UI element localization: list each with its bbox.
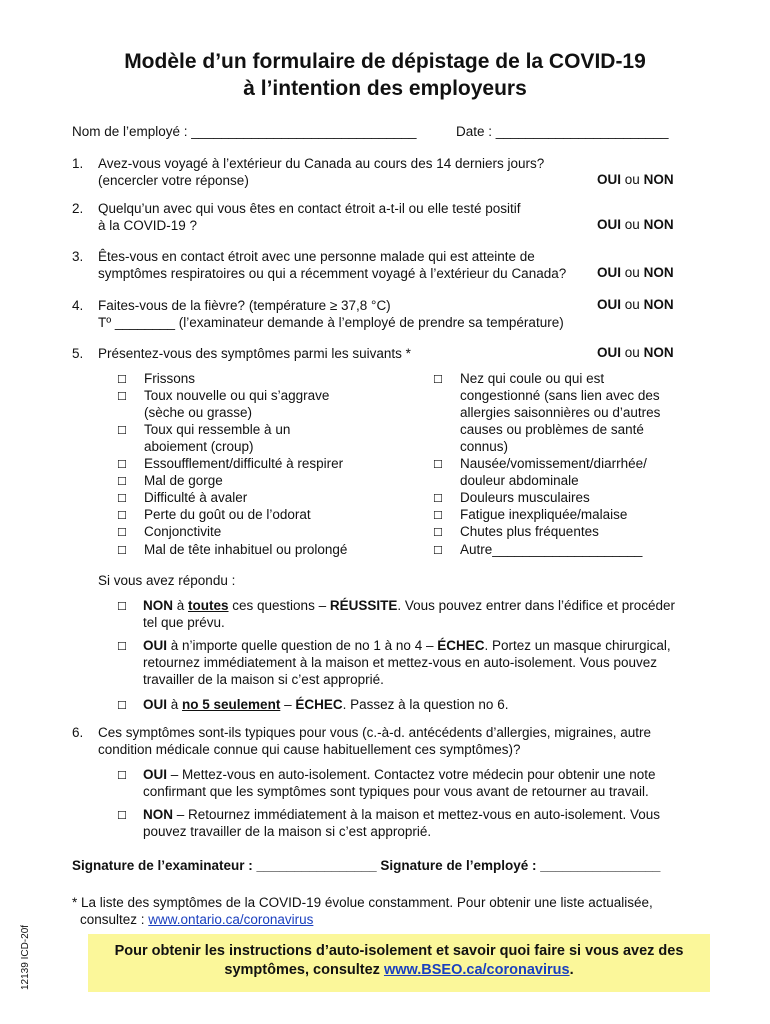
result-fail-text: . Portez un masque chirurgical, [484, 638, 671, 653]
q2-text: Quelqu’un avec qui vous êtes en contact étroit a-t-il ou elle testé positif [98, 201, 521, 216]
checkbox-icon[interactable]: ☐ [433, 526, 443, 539]
q6-oui-text: – Mettez-vous en auto-isolement. Contactez votre médecin pour obtenir une note [167, 767, 656, 782]
q6-non-option [143, 806, 660, 823]
q6-oui-line-2: confirmant que les symptômes sont typiques pour vous avant de retourner au travail. [143, 784, 649, 799]
non-label: NON [643, 217, 674, 232]
q1-answer[interactable] [597, 172, 674, 187]
q5-text: Présentez-vous des symptômes parmi les suivants * [98, 346, 411, 361]
checkbox-icon[interactable]: ☐ [117, 526, 127, 539]
non-label: NON [643, 172, 674, 187]
q1-text-2: (encercler votre réponse) [98, 173, 249, 188]
checkbox-icon[interactable]: ☐ [117, 424, 127, 437]
result-fail-keyword: OUI [143, 638, 168, 653]
info-banner [88, 934, 710, 992]
oui-label: OUI [597, 345, 622, 360]
checkbox-icon[interactable]: ☐ [117, 769, 127, 782]
checkbox-icon[interactable]: ☐ [117, 640, 127, 653]
symptom-item: Perte du goût ou de l’odorat [144, 507, 311, 522]
ou-label: ou [624, 265, 640, 280]
title-line-2: à l’intention des employeurs [243, 77, 527, 100]
symptom-item: Douleurs musculaires [460, 490, 590, 505]
non-label: NON [643, 297, 674, 312]
symptom-item: Nausée/vomissement/diarrhée/ [460, 456, 647, 471]
checkbox-icon[interactable]: ☐ [117, 390, 127, 403]
title-line-1: Modèle d’un formulaire de dépistage de la COVID-19 [124, 50, 646, 73]
q5-answer[interactable] [597, 345, 674, 360]
symptom-item: Chutes plus fréquentes [460, 524, 599, 539]
result-pass-line-2: tel que prévu. [143, 615, 225, 630]
symptom-item-cont: (sèche ou grasse) [144, 405, 253, 420]
result-pass-text: ces questions – [228, 598, 330, 613]
result-q5-keyword: OUI [143, 697, 168, 712]
result-fail-status: ÉCHEC [437, 638, 485, 653]
symptom-item: Frissons [144, 371, 196, 386]
result-pass-keyword: NON [143, 598, 173, 613]
q3-text-2: symptômes respiratoires ou qui a récemment voyagé à l’extérieur du Canada? [98, 266, 567, 281]
checkbox-icon[interactable]: ☐ [433, 492, 443, 505]
bseo-link[interactable]: www.BSEO.ca/coronavirus [383, 962, 570, 978]
checkbox-icon[interactable]: ☐ [117, 373, 127, 386]
symptom-item-cont: douleur abdominale [460, 473, 579, 488]
banner-suffix: . [569, 962, 574, 978]
banner-prefix: symptômes, consultez [224, 962, 384, 978]
symptom-item-cont: congestionné (sans lien avec des [460, 388, 660, 403]
result-pass-status: RÉUSSITE [329, 598, 398, 613]
result-fail [143, 637, 671, 654]
ou-label: ou [624, 172, 640, 187]
checkbox-icon[interactable]: ☐ [117, 458, 127, 471]
oui-label: OUI [597, 172, 622, 187]
symptom-item-cont: connus) [460, 439, 509, 454]
q3-answer[interactable] [597, 265, 674, 280]
result-pass-underlined: toutes [188, 598, 229, 613]
result-q5-underlined: no 5 seulement [182, 697, 281, 712]
banner-line-1: Pour obtenir les instructions d’auto-isolement et savoir quoi faire si vous avez des [114, 943, 684, 959]
footnote-line-2 [80, 911, 313, 928]
page-title [0, 48, 770, 102]
date-field[interactable]: Date : _______________________ [456, 124, 669, 139]
footnote-prefix: consultez : [80, 912, 149, 927]
checkbox-icon[interactable]: ☐ [117, 544, 127, 557]
ou-label: ou [624, 297, 640, 312]
q3-number: 3. [72, 249, 84, 264]
q6-number: 6. [72, 725, 84, 740]
oui-label: OUI [597, 217, 622, 232]
symptom-item: Autre____________________ [460, 542, 643, 557]
result-pass [143, 597, 675, 614]
employee-name-field[interactable]: Nom de l’employé : ______________________________ [72, 124, 417, 139]
symptom-item: Mal de tête inhabituel ou prolongé [144, 542, 348, 557]
q6-non-keyword: NON [143, 807, 173, 822]
q3-text: Êtes-vous en contact étroit avec une personne malade qui est atteinte de [98, 249, 535, 264]
q6-non-line-2: pouvez travailler de la maison si c’est approprié. [143, 824, 432, 839]
q2-number: 2. [72, 201, 84, 216]
result-fail-text: à n’importe quelle question de no 1 à no 4 – [167, 638, 438, 653]
ontario-link[interactable]: www.ontario.ca/coronavirus [148, 912, 314, 927]
result-q5-status: ÉCHEC [295, 697, 343, 712]
q4-number: 4. [72, 298, 84, 313]
symptom-item: Conjonctivite [144, 524, 222, 539]
q6-text-2: condition médicale connue qui cause habituellement ces symptômes)? [98, 742, 521, 757]
symptom-item: Fatigue inexpliquée/malaise [460, 507, 628, 522]
result-q5-text: à [167, 697, 183, 712]
result-q5-text: – [280, 697, 296, 712]
symptom-item: Essoufflement/difficulté à respirer [144, 456, 344, 471]
checkbox-icon[interactable]: ☐ [117, 600, 127, 613]
symptom-item: Nez qui coule ou qui est [460, 371, 605, 386]
symptom-item: Toux qui ressemble à un [144, 422, 291, 437]
q6-oui-keyword: OUI [143, 767, 168, 782]
checkbox-icon[interactable]: ☐ [117, 509, 127, 522]
q6-non-text: – Retournez immédiatement à la maison et mettez-vous en auto-isolement. Vous [173, 807, 660, 822]
banner-line-2 [88, 961, 710, 980]
result-q5-only [143, 696, 508, 713]
q2-answer[interactable] [597, 217, 674, 232]
checkbox-icon[interactable]: ☐ [433, 373, 443, 386]
symptom-item: Difficulté à avaler [144, 490, 248, 505]
q5-number: 5. [72, 346, 84, 361]
oui-label: OUI [597, 297, 622, 312]
symptom-item: Mal de gorge [144, 473, 223, 488]
result-pass-text: . Vous pouvez entrer dans l’édifice et procéder [397, 598, 676, 613]
non-label: NON [643, 345, 674, 360]
symptom-item-cont: aboiement (croup) [144, 439, 254, 454]
q2-text-2: à la COVID-19 ? [98, 218, 198, 233]
ou-label: ou [624, 217, 640, 232]
checkbox-icon[interactable]: ☐ [433, 458, 443, 471]
result-q5-text: . Passez à la question no 6. [342, 697, 509, 712]
checkbox-icon[interactable]: ☐ [117, 699, 127, 712]
symptom-item-cont: causes ou problèmes de santé [460, 422, 644, 437]
symptom-item: Toux nouvelle ou qui s’aggrave [144, 388, 330, 403]
result-pass-text: à [173, 598, 189, 613]
q4-text-2: Tº ________ (l’examinateur demande à l’employé de prendre sa température) [98, 315, 564, 330]
oui-label: OUI [597, 265, 622, 280]
q1-number: 1. [72, 156, 84, 171]
q6-text: Ces symptômes sont-ils typiques pour vous (c.-à-d. antécédents d’allergies, migraines, autre [98, 725, 651, 740]
checkbox-icon[interactable]: ☐ [117, 475, 127, 488]
checkbox-icon[interactable]: ☐ [117, 492, 127, 505]
checkbox-icon[interactable]: ☐ [433, 544, 443, 557]
q6-oui-option [143, 766, 656, 783]
q4-text: Faites-vous de la fièvre? (température ≥ 37,8 °C) [98, 298, 391, 313]
checkbox-icon[interactable]: ☐ [433, 509, 443, 522]
q4-answer[interactable] [597, 297, 674, 312]
q1-text: Avez-vous voyagé à l’extérieur du Canada au cours des 14 derniers jours? [98, 156, 545, 171]
result-fail-line-2: retournez immédiatement à la maison et mettez-vous en auto-isolement. Vous pouvez [143, 655, 658, 670]
symptom-item-cont: allergies saisonnières ou d’autres [460, 405, 661, 420]
results-intro: Si vous avez répondu : [98, 573, 236, 588]
result-fail-line-3: travailler de la maison si c’est approprié. [143, 672, 384, 687]
ou-label: ou [624, 345, 640, 360]
non-label: NON [643, 265, 674, 280]
form-code: 12139 ICD-20f [20, 924, 31, 990]
footnote: * La liste des symptômes de la COVID-19 évolue constamment. Pour obtenir une liste actualisée, [72, 895, 653, 910]
checkbox-icon[interactable]: ☐ [117, 809, 127, 822]
signature-line[interactable]: Signature de l’examinateur : ________________ Signature de l’employé : ________________ [72, 858, 661, 873]
